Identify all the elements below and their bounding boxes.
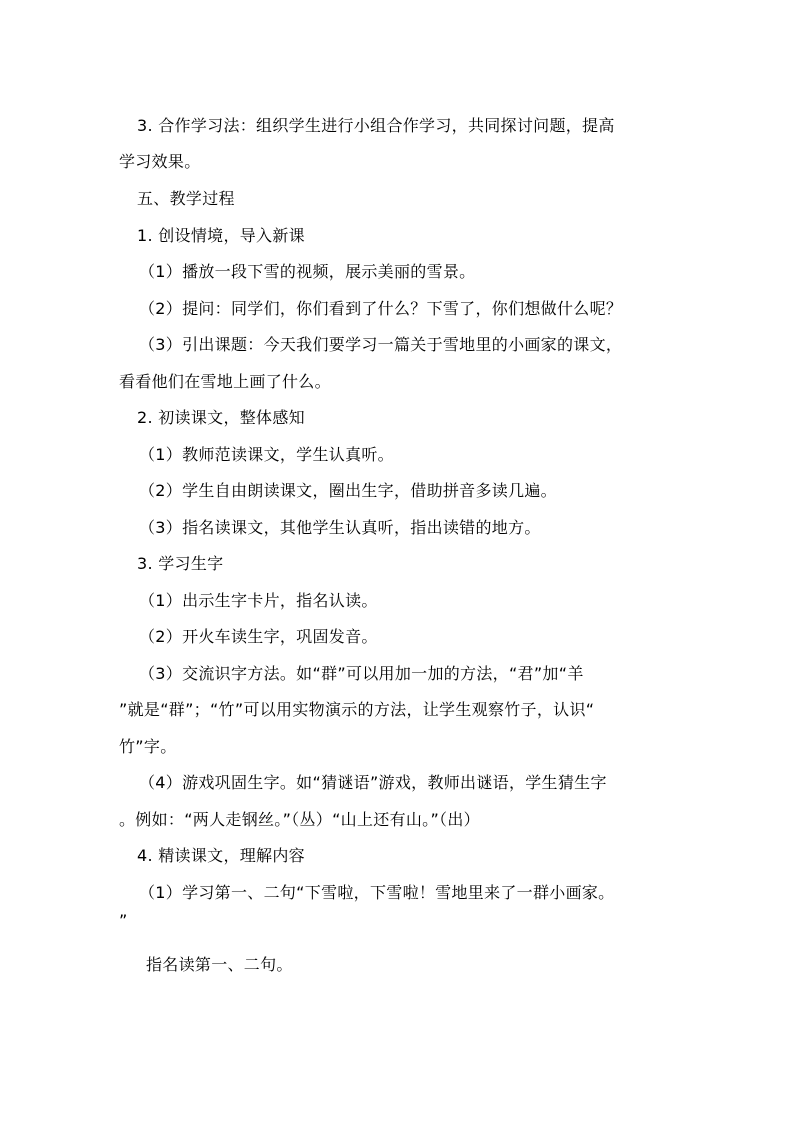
step-3-item-1: （1）出示生字卡片，指名认读。 — [139, 591, 378, 610]
step-4-item-1-line-1: （1）学习第一、二句“下雪啦，下雪啦！雪地里来了一群小画家。 — [139, 883, 615, 902]
step-1-item-1: （1）播放一段下雪的视频，展示美丽的雪景。 — [139, 262, 476, 281]
step-2-item-1: （1）教师范读课文，学生认真听。 — [139, 445, 394, 464]
step-4-heading: 4. 精读课文，理解内容 — [137, 846, 305, 865]
step-3-item-4-line-2: 。例如：“两人走钢丝。”（丛）“山上还有山。”（出） — [119, 810, 480, 829]
step-3-item-3-line-3: 竹”字。 — [119, 737, 177, 756]
step-3-heading: 3. 学习生字 — [137, 554, 224, 573]
step-1-item-3-line-1: （3）引出课题：今天我们要学习一篇关于雪地里的小画家的课文， — [139, 335, 623, 354]
step-3-item-3-line-1: （3）交流识字方法。如“群”可以用加一加的方法，“君”加“羊 — [139, 664, 584, 683]
step-3-item-4-line-1: （4）游戏巩固生字。如“猜谜语”游戏，教师出谜语，学生猜生字 — [139, 773, 607, 792]
step-2-item-2: （2）学生自由朗读课文，圈出生字，借助拼音多读几遍。 — [139, 481, 557, 500]
step-1-item-3-line-2: 看看他们在雪地上画了什么。 — [119, 372, 331, 391]
step-1-heading: 1. 创设情境，导入新课 — [137, 226, 305, 245]
step-2-heading: 2. 初读课文，整体感知 — [137, 408, 305, 427]
method-3-line-2: 学习效果。 — [119, 152, 201, 171]
step-3-item-3-line-2: ”就是“群”；“竹”可以用实物演示的方法，让学生观察竹子，认识“ — [119, 700, 595, 719]
step-1-item-2: （2）提问：同学们，你们看到了什么？下雪了，你们想做什么呢？ — [139, 299, 623, 318]
step-2-item-3: （3）指名读课文，其他学生认真听，指出读错的地方。 — [139, 518, 541, 537]
step-4-instruction: 指名读第一、二句。 — [146, 955, 293, 974]
step-4-item-1-line-2: ” — [119, 911, 128, 930]
step-3-item-2: （2）开火车读生字，巩固发音。 — [139, 627, 378, 646]
method-3-line-1: 3. 合作学习法：组织学生进行小组合作学习，共同探讨问题，提高 — [137, 116, 615, 135]
section-heading-teaching-process: 五、教学过程 — [137, 189, 235, 208]
